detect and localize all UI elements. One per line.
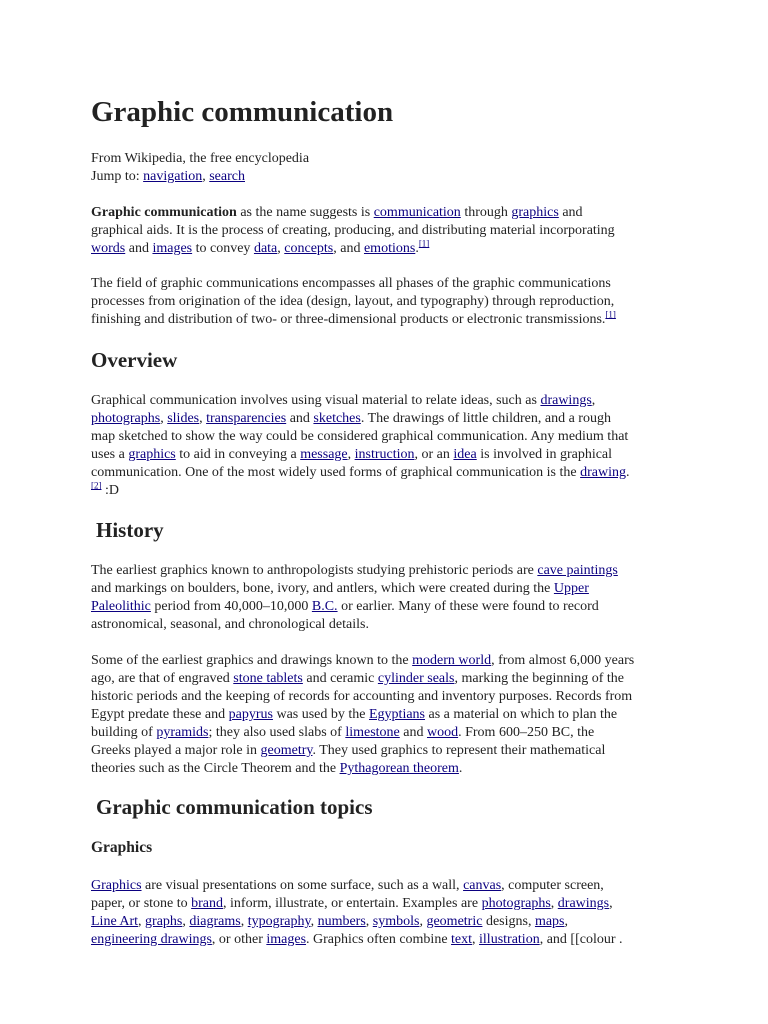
brand-link[interactable]: brand bbox=[191, 896, 224, 911]
modern-world-link[interactable]: modern world bbox=[412, 653, 492, 668]
text: communication. One of the most widely used forms of graphical communication is the bbox=[91, 465, 581, 480]
text: , bbox=[199, 411, 207, 426]
text: , inform, illustrate, or entertain. Examples are bbox=[223, 896, 482, 911]
photographs-link[interactable]: photographs bbox=[91, 411, 161, 426]
text: , bbox=[347, 447, 355, 462]
text: , bbox=[609, 896, 613, 911]
text: building of bbox=[91, 725, 157, 740]
text: , bbox=[472, 932, 480, 947]
text: The field of graphic communications encompasses all phases of the graphic communications bbox=[91, 276, 611, 291]
text: astronomical, seasonal, and chronological details. bbox=[91, 617, 369, 632]
text: ago, are that of engraved bbox=[91, 671, 234, 686]
text: , bbox=[365, 914, 373, 929]
text: . bbox=[626, 465, 630, 480]
text: are visual presentations on some surface, such as a wall, bbox=[141, 878, 464, 893]
tagline-block bbox=[91, 150, 671, 186]
geometry-link[interactable]: geometry bbox=[260, 743, 313, 758]
emotions-link[interactable]: emotions bbox=[363, 241, 416, 256]
line-art-link[interactable]: Line Art bbox=[91, 914, 139, 929]
text-line bbox=[91, 877, 671, 895]
field-paragraph bbox=[91, 275, 671, 329]
text: uses a bbox=[91, 447, 129, 462]
text: , and bbox=[333, 241, 364, 256]
text: or earlier. Many of these were found to record bbox=[337, 599, 599, 614]
text-line bbox=[91, 742, 671, 760]
engineering-drawings-link[interactable]: engineering drawings bbox=[91, 932, 212, 947]
text: . bbox=[415, 241, 419, 256]
history-paragraph-1 bbox=[91, 562, 671, 634]
text: , computer screen, bbox=[501, 878, 604, 893]
text-line bbox=[91, 428, 671, 446]
text-line bbox=[91, 670, 671, 688]
transparencies-link[interactable]: transparencies bbox=[206, 411, 287, 426]
words-link[interactable]: words bbox=[91, 241, 126, 256]
text: , bbox=[240, 914, 248, 929]
text-line bbox=[91, 240, 671, 258]
text: and bbox=[286, 411, 314, 426]
text-line bbox=[91, 931, 671, 949]
overview-heading: Overview bbox=[91, 348, 178, 372]
text: . bbox=[458, 761, 463, 776]
graphics-paragraph bbox=[91, 877, 671, 949]
b-c-link[interactable]: B.C. bbox=[311, 599, 338, 614]
text: processes from origination of the idea (design, layout, and typography) through reproduction, bbox=[91, 294, 615, 309]
text-line bbox=[91, 598, 671, 616]
text-line bbox=[91, 464, 671, 482]
text: as the name suggests is bbox=[236, 205, 374, 220]
text: , bbox=[310, 914, 318, 929]
text: and bbox=[125, 241, 153, 256]
text: finishing and distribution of two- or three-dimensional products or electronic transmissions. bbox=[91, 312, 606, 327]
text-line bbox=[91, 392, 671, 410]
bold-term: Graphic communication bbox=[91, 205, 237, 220]
text-line bbox=[91, 652, 671, 670]
text-line bbox=[91, 562, 671, 580]
text: , bbox=[550, 896, 558, 911]
stone-tablets-link[interactable]: stone tablets bbox=[233, 671, 303, 686]
upper-link[interactable]: Upper bbox=[553, 581, 589, 596]
tagline: From Wikipedia, the free encyclopedia bbox=[91, 151, 310, 166]
pythagorean-theorem-link[interactable]: Pythagorean theorem bbox=[339, 761, 459, 776]
text-line bbox=[91, 913, 671, 931]
text: designs, bbox=[482, 914, 535, 929]
text: was used by the bbox=[272, 707, 369, 722]
text-line bbox=[91, 204, 671, 222]
text: , and [[colour . bbox=[539, 932, 623, 947]
text: historic periods and the keeping of records for accounting and inventory purposes. Records from bbox=[91, 689, 633, 704]
cave-paintings-link[interactable]: cave paintings bbox=[537, 563, 618, 578]
page-title: Graphic communication bbox=[91, 96, 394, 128]
history-heading: History bbox=[96, 518, 164, 542]
graphics-link[interactable]: Graphics bbox=[91, 878, 142, 893]
photographs-link[interactable]: photographs bbox=[481, 896, 551, 911]
images-link[interactable]: images bbox=[266, 932, 307, 947]
jump-to bbox=[91, 168, 671, 186]
text: theories such as the Circle Theorem and the bbox=[91, 761, 340, 776]
drawing-link[interactable]: drawing bbox=[580, 465, 627, 480]
wood-link[interactable]: wood bbox=[426, 725, 459, 740]
citation-link[interactable]: [1] bbox=[605, 309, 616, 320]
text: , bbox=[138, 914, 146, 929]
text-line bbox=[91, 275, 671, 293]
text-line bbox=[91, 616, 671, 634]
text: and markings on boulders, bone, ivory, and antlers, which were created during the bbox=[91, 581, 554, 596]
typography-link[interactable]: typography bbox=[247, 914, 311, 929]
text-line bbox=[91, 446, 671, 464]
text: to convey bbox=[192, 241, 254, 256]
text: as a material on which to plan the bbox=[425, 707, 618, 722]
text-line bbox=[91, 482, 671, 500]
text: Egypt predate these and bbox=[91, 707, 229, 722]
overview-paragraph bbox=[91, 392, 671, 500]
diagrams-link[interactable]: diagrams bbox=[189, 914, 241, 929]
text: , bbox=[182, 914, 190, 929]
text: , or an bbox=[414, 447, 454, 462]
topics-heading: Graphic communication topics bbox=[96, 795, 373, 819]
drawings-link[interactable]: drawings bbox=[540, 393, 592, 408]
text: and bbox=[558, 205, 583, 220]
communication-link[interactable]: communication bbox=[373, 205, 461, 220]
text: , bbox=[419, 914, 427, 929]
text: . From 600–250 BC, the bbox=[458, 725, 595, 740]
text-line bbox=[91, 724, 671, 742]
text-line bbox=[91, 293, 671, 311]
idea-link[interactable]: idea bbox=[453, 447, 477, 462]
text: , or other bbox=[211, 932, 267, 947]
limestone-link[interactable]: limestone bbox=[345, 725, 400, 740]
text: , from almost 6,000 years bbox=[491, 653, 635, 668]
citation bbox=[419, 238, 430, 248]
maps-link[interactable]: maps bbox=[534, 914, 565, 929]
text: is involved in graphical bbox=[476, 447, 613, 462]
text: to aid in conveying a bbox=[175, 447, 301, 462]
text: , marking the beginning of the bbox=[454, 671, 625, 686]
egyptians-link[interactable]: Egyptians bbox=[369, 707, 425, 722]
canvas-link[interactable]: canvas bbox=[463, 878, 502, 893]
text-line bbox=[91, 222, 671, 240]
citation-link[interactable]: [2] bbox=[91, 480, 102, 491]
geometric-link[interactable]: geometric bbox=[426, 914, 483, 929]
text-link[interactable]: text bbox=[451, 932, 473, 947]
text-line bbox=[91, 706, 671, 724]
text: . They used graphics to represent their mathematical bbox=[312, 743, 606, 758]
message-link[interactable]: message bbox=[300, 447, 348, 462]
graphics-link[interactable]: graphics bbox=[511, 205, 559, 220]
symbols-link[interactable]: symbols bbox=[372, 914, 420, 929]
cylinder-seals-link[interactable]: cylinder seals bbox=[377, 671, 455, 686]
images-link[interactable]: images bbox=[152, 241, 193, 256]
text: period from 40,000–10,000 bbox=[150, 599, 312, 614]
citation bbox=[91, 480, 102, 490]
instruction-link[interactable]: instruction bbox=[354, 447, 415, 462]
concepts-link[interactable]: concepts bbox=[284, 241, 334, 256]
text: through bbox=[460, 205, 512, 220]
text-line bbox=[91, 580, 671, 598]
data-link[interactable]: data bbox=[253, 241, 278, 256]
graphics-heading: Graphics bbox=[91, 839, 153, 856]
citation-link[interactable]: [1] bbox=[418, 238, 430, 249]
text: map sketched to show the way could be considered graphical communication. Any medium that bbox=[91, 429, 629, 444]
text: , bbox=[591, 393, 596, 408]
text: The earliest graphics known to anthropologists studying prehistoric periods are bbox=[91, 563, 538, 578]
text: Greeks played a major role in bbox=[91, 743, 261, 758]
graphs-link[interactable]: graphs bbox=[145, 914, 183, 929]
slides-link[interactable]: slides bbox=[167, 411, 200, 426]
paleolithic-link[interactable]: Paleolithic bbox=[91, 599, 151, 614]
text: , bbox=[160, 411, 168, 426]
drawings-link[interactable]: drawings bbox=[557, 896, 610, 911]
text: and ceramic bbox=[302, 671, 378, 686]
text-line bbox=[91, 760, 671, 778]
navigation-link[interactable]: navigation bbox=[143, 169, 203, 184]
text: . The drawings of little children, and a rough bbox=[360, 411, 611, 426]
sketches-link[interactable]: sketches bbox=[313, 411, 361, 426]
text: and bbox=[399, 725, 427, 740]
papyrus-link[interactable]: papyrus bbox=[228, 707, 273, 722]
numbers-link[interactable]: numbers bbox=[317, 914, 366, 929]
text: , bbox=[277, 241, 285, 256]
citation bbox=[605, 309, 616, 319]
text: :D bbox=[101, 483, 119, 498]
text: , bbox=[564, 914, 569, 929]
text-line bbox=[91, 688, 671, 706]
text: . Graphics often combine bbox=[306, 932, 452, 947]
illustration-link[interactable]: illustration bbox=[479, 932, 540, 947]
search-link[interactable]: search bbox=[209, 169, 245, 184]
text: paper, or stone to bbox=[91, 896, 192, 911]
text-line bbox=[91, 410, 671, 428]
text: ; they also used slabs of bbox=[208, 725, 346, 740]
text-line bbox=[91, 895, 671, 913]
history-paragraph-2 bbox=[91, 652, 671, 778]
pyramids-link[interactable]: pyramids bbox=[156, 725, 209, 740]
text: Graphical communication involves using visual material to relate ideas, such as bbox=[91, 393, 541, 408]
graphics-link[interactable]: graphics bbox=[128, 447, 176, 462]
intro-paragraph bbox=[91, 204, 671, 258]
jump-separator: , bbox=[202, 169, 210, 184]
text: Some of the earliest graphics and drawings known to the bbox=[91, 653, 413, 668]
jump-prefix: Jump to: bbox=[91, 169, 144, 184]
text-line bbox=[91, 311, 671, 329]
text: graphical aids. It is the process of creating, producing, and distributing material incorporating bbox=[91, 223, 615, 238]
